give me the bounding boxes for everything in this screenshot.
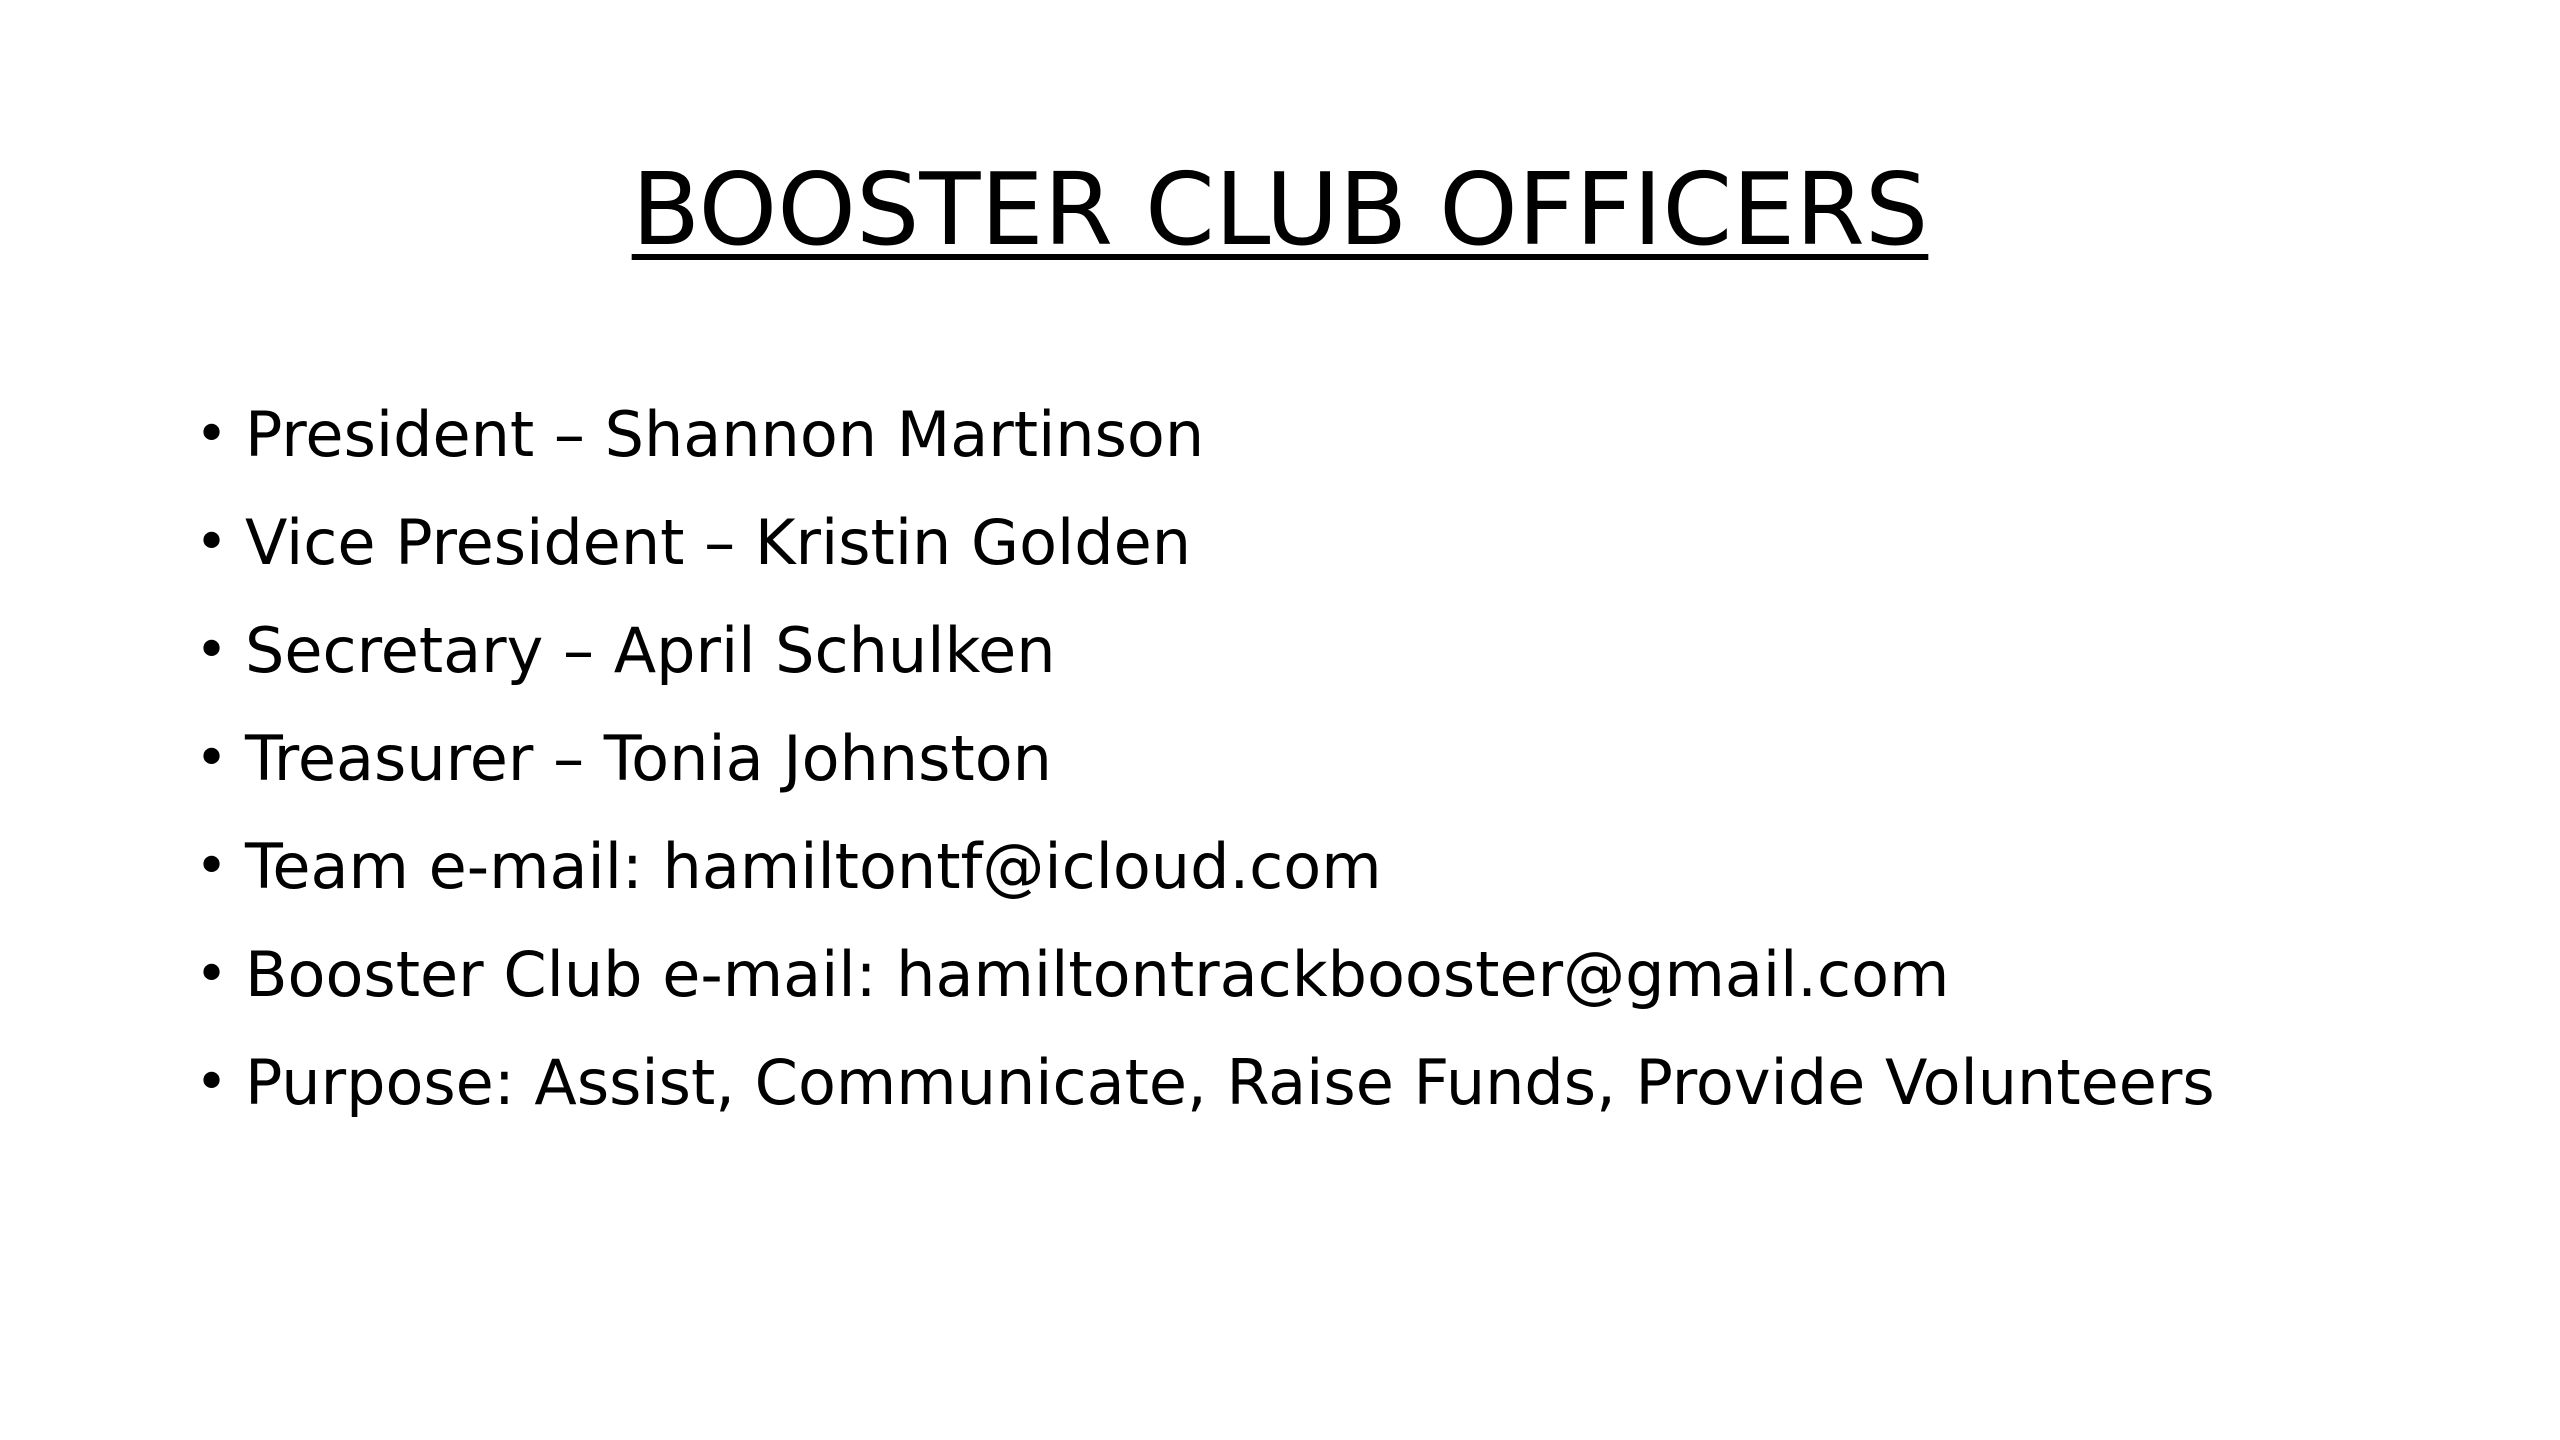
bullet-dot-icon: •: [195, 834, 229, 899]
bullet-item-vice-president: [195, 498, 2445, 606]
bullet-dot-icon: •: [195, 942, 229, 1007]
bullet-text: Vice President – Kristin Golden: [245, 506, 1192, 579]
bullet-dot-icon: •: [195, 1050, 229, 1115]
bullet-item-treasurer: [195, 714, 2445, 822]
bullet-item-team-email: [195, 822, 2445, 930]
bullet-item-president: [195, 390, 2445, 498]
bullet-text: Team e-mail: hamiltontf@icloud.com: [245, 830, 1382, 903]
bullet-list: [195, 390, 2445, 1146]
bullet-text: Booster Club e-mail: hamiltontrackbooster@gmail.com: [245, 938, 1950, 1011]
slide-title: BOOSTER CLUB OFFICERS: [631, 151, 1929, 268]
bullet-dot-icon: •: [195, 402, 229, 467]
bullet-text: Secretary – April Schulken: [245, 614, 1056, 687]
bullet-item-purpose: [195, 1038, 2445, 1146]
bullet-text: President – Shannon Martinson: [245, 398, 1205, 471]
bullet-text: Treasurer – Tonia Johnston: [245, 722, 1052, 795]
bullet-text: Purpose: Assist, Communicate, Raise Funds, Provide Volunteers: [245, 1046, 2215, 1119]
bullet-item-secretary: [195, 606, 2445, 714]
bullet-dot-icon: •: [195, 726, 229, 791]
bullet-item-booster-email: [195, 930, 2445, 1038]
bullet-dot-icon: •: [195, 618, 229, 683]
bullet-dot-icon: •: [195, 510, 229, 575]
